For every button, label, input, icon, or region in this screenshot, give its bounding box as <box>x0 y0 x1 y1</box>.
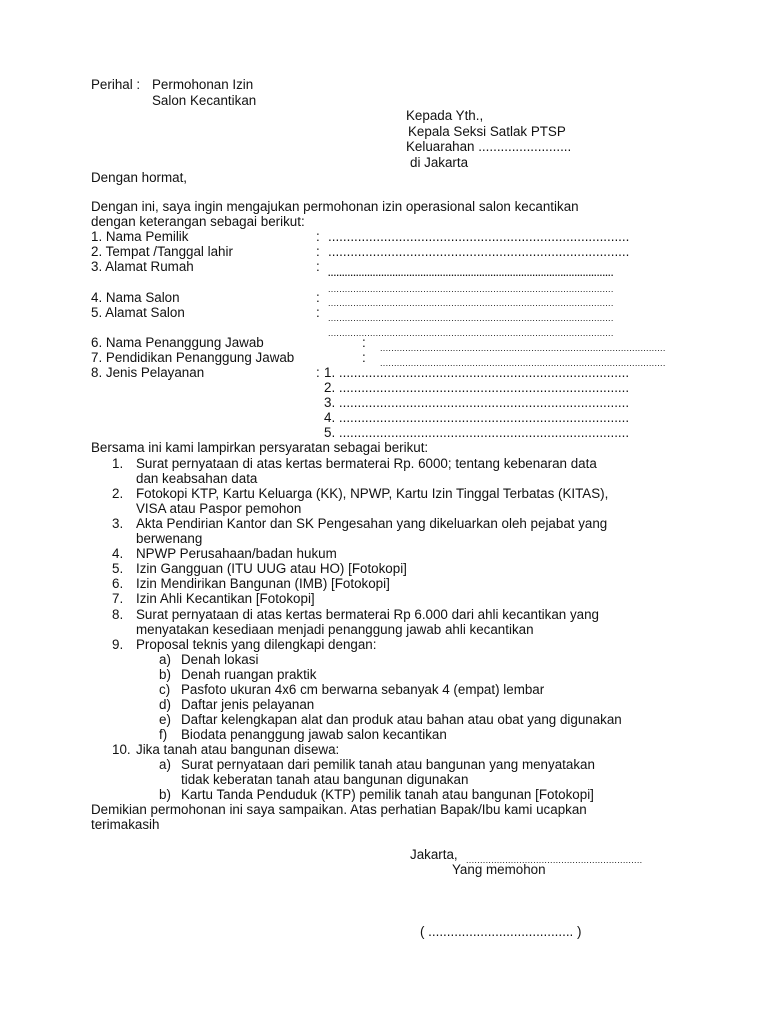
intro-line1: Dengan ini, saya ingin mengajukan permohonan izin operasional salon kecantikan <box>91 199 579 214</box>
requirement-number: 1. <box>112 456 124 471</box>
field-label-nama-pemilik: 1. Nama Pemilik <box>91 229 189 244</box>
field-colon: : <box>316 244 320 259</box>
requirement-8-line1: Surat pernyataan di atas kertas bermaterai Rp 6.000 dari ahli kecantikan yang <box>136 607 599 622</box>
sub-letter: a) <box>159 757 171 772</box>
recipient-line2: Kepala Seksi Satlak PTSP <box>408 124 566 139</box>
field-colon: : <box>362 350 366 365</box>
field-colon: : <box>316 229 320 244</box>
recipient-line4: di Jakarta <box>410 155 469 170</box>
requirement-1-line1: Surat pernyataan di atas kertas bermaterai Rp. 6000; tentang kebenaran data <box>136 456 597 471</box>
signature-name-field[interactable]: ( ....................................... ) <box>420 924 582 939</box>
sub-letter: c) <box>159 682 171 697</box>
field-value-tempat-tanggal-lahir[interactable]: ................................................................................. <box>328 244 630 259</box>
requirement-number: 9. <box>112 637 124 652</box>
requirement-9: Proposal teknis yang dilengkapi dengan: <box>136 637 377 652</box>
field-label-jenis-pelayanan: 8. Jenis Pelayanan <box>91 365 205 380</box>
perihal-subject-line2: Salon Kecantikan <box>152 93 257 108</box>
sub-letter: a) <box>159 652 171 667</box>
requirement-1-line2: dan keabsahan data <box>136 471 258 486</box>
field-value-alamat-rumah-line2[interactable]: ...................................................................................................... <box>328 284 614 294</box>
sub-letter: b) <box>159 667 171 682</box>
requirement-number: 2. <box>112 486 124 501</box>
signature-place: Jakarta, <box>410 847 458 862</box>
requirement-number: 5. <box>112 561 124 576</box>
field-colon: : <box>316 259 320 274</box>
sub-letter: d) <box>159 697 171 712</box>
signature-yang-memohon: Yang memohon <box>452 862 546 877</box>
field-value-alamat-salon-line2[interactable]: ...................................................................................................... <box>328 328 614 338</box>
requirement-number: 3. <box>112 516 124 531</box>
requirement-3-line2: berwenang <box>136 531 203 546</box>
requirement-5: Izin Gangguan (ITU UUG atau HO) [Fotokopi] <box>136 561 407 576</box>
requirement-number: 10. <box>112 742 131 757</box>
sub10-item-a-line2: tidak keberatan tanah atau bangunan digunakan <box>181 772 469 787</box>
sub9-item-f: Biodata penanggung jawab salon kecantikan <box>181 727 447 742</box>
field-colon: : <box>316 365 320 380</box>
requirement-3-line1: Akta Pendirian Kantor dan SK Pengesahan yang dikeluarkan oleh pejabat yang <box>136 516 608 531</box>
sub9-item-b: Denah ruangan praktik <box>181 667 317 682</box>
service-item-4[interactable]: 4. .............................................................................. <box>324 410 630 425</box>
recipient-line3: Keluarahan ......................... <box>406 139 572 154</box>
sub10-item-a-line1: Surat pernyataan dari pemilik tanah atau bangunan yang menyatakan <box>181 757 595 772</box>
closing-line2: terimakasih <box>91 817 160 832</box>
signature-date-field[interactable]: ............................................................... <box>466 855 643 865</box>
perihal-subject-line1: Permohonan Izin <box>152 77 254 92</box>
service-item-2[interactable]: 2. .............................................................................. <box>324 380 630 395</box>
requirement-number: 6. <box>112 576 124 591</box>
field-colon: : <box>316 305 320 320</box>
requirement-7: Izin Ahli Kecantikan [Fotokopi] <box>136 591 315 606</box>
requirement-number: 4. <box>112 546 124 561</box>
sub-letter: b) <box>159 787 171 802</box>
closing-line1: Demikian permohonan ini saya sampaikan. Atas perhatian Bapak/Ibu kami ucapkan <box>91 802 587 817</box>
requirement-6: Izin Mendirikan Bangunan (IMB) [Fotokopi] <box>136 576 390 591</box>
field-label-alamat-salon: 5. Alamat Salon <box>91 305 185 320</box>
sub-letter: f) <box>159 727 168 742</box>
service-item-1[interactable]: 1. .............................................................................. <box>324 365 630 380</box>
recipient-line1: Kepada Yth., <box>406 108 484 123</box>
sub10-item-b: Kartu Tanda Penduduk (KTP) pemilik tanah atau bangunan [Fotokopi] <box>181 787 594 802</box>
field-label-pendidikan-penanggung-jawab: 7. Pendidikan Penanggung Jawab <box>91 350 295 365</box>
sub9-item-d: Daftar jenis pelayanan <box>181 697 315 712</box>
field-label-nama-salon: 4. Nama Salon <box>91 290 180 305</box>
requirement-4: NPWP Perusahaan/badan hukum <box>136 546 337 561</box>
field-label-nama-penanggung-jawab: 6. Nama Penanggung Jawab <box>91 335 264 350</box>
field-value-nama-pemilik[interactable]: ................................................................................. <box>328 229 630 244</box>
field-value-alamat-rumah-line1[interactable]: ...................................................................................................... <box>328 268 614 278</box>
sub9-item-e: Daftar kelengkapan alat dan produk atau bahan atau obat yang digunakan <box>181 712 622 727</box>
requirement-2-line1: Fotokopi KTP, Kartu Keluarga (KK), NPWP, Kartu Izin Tinggal Terbatas (KITAS), <box>136 486 609 501</box>
service-item-3[interactable]: 3. .............................................................................. <box>324 395 630 410</box>
field-value-pendidikan-penanggung-jawab[interactable]: ...................................................................................................... <box>380 358 666 368</box>
service-item-5[interactable]: 5. .............................................................................. <box>324 425 630 440</box>
requirement-10: Jika tanah atau bangunan disewa: <box>136 742 340 757</box>
requirement-8-line2: menyatakan kesediaan menjadi penanggung jawab ahli kecantikan <box>136 622 534 637</box>
requirement-2-line2: VISA atau Paspor pemohon <box>136 501 302 516</box>
field-colon: : <box>362 335 366 350</box>
sub9-item-a: Denah lokasi <box>181 652 259 667</box>
requirement-number: 7. <box>112 591 124 606</box>
field-label-tempat-tanggal-lahir: 2. Tempat /Tanggal lahir <box>91 244 233 259</box>
intro-line2: dengan keterangan sebagai berikut: <box>91 214 305 229</box>
field-value-alamat-salon-line1[interactable]: ...................................................................................................... <box>328 313 614 323</box>
requirement-number: 8. <box>112 607 124 622</box>
field-value-nama-salon[interactable]: ...................................................................................................... <box>328 298 614 308</box>
field-value-nama-penanggung-jawab[interactable]: ...................................................................................................... <box>380 343 666 353</box>
requirements-intro: Bersama ini kami lampirkan persyaratan sebagai berikut: <box>91 440 429 455</box>
greeting: Dengan hormat, <box>91 170 188 185</box>
sub-letter: e) <box>159 712 171 727</box>
field-colon: : <box>316 290 320 305</box>
field-label-alamat-rumah: 3. Alamat Rumah <box>91 259 194 274</box>
perihal-label: Perihal : <box>91 77 141 92</box>
sub9-item-c: Pasfoto ukuran 4x6 cm berwarna sebanyak 4 (empat) lembar <box>181 682 545 697</box>
